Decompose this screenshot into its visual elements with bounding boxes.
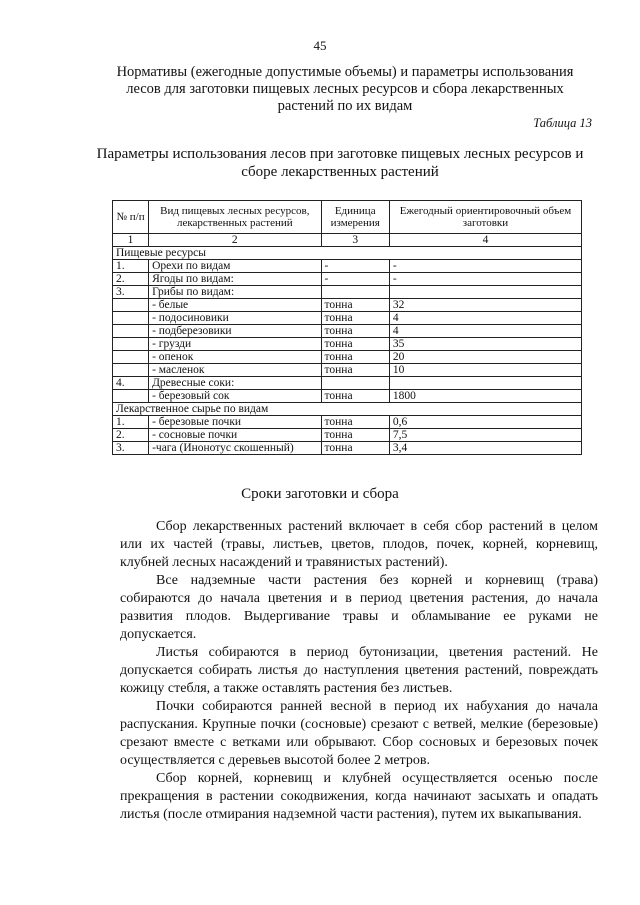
cell-unit: тонна (321, 351, 389, 364)
cell-vol: 4 (389, 325, 581, 338)
cell-unit: тонна (321, 312, 389, 325)
cell-unit: тонна (321, 416, 389, 429)
cell-unit: тонна (321, 338, 389, 351)
table-row (113, 260, 582, 273)
cell-unit (321, 286, 389, 299)
cell-n (113, 312, 149, 325)
cell-unit: тонна (321, 442, 389, 455)
cell-vol: 0,6 (389, 416, 581, 429)
section-row (113, 403, 582, 416)
cell-name: - подосиновики (149, 312, 321, 325)
header-cell: Вид пищевых лесных ресурсов, лекарственных растений (149, 201, 321, 234)
column-number: 2 (149, 234, 321, 247)
cell-unit (321, 377, 389, 390)
table-row (113, 351, 582, 364)
food-rows (113, 260, 582, 403)
cell-name: - березовые почки (149, 416, 321, 429)
table-row (113, 377, 582, 390)
cell-n (113, 351, 149, 364)
cell-unit: - (321, 273, 389, 286)
table-row (113, 273, 582, 286)
cell-name: Грибы по видам: (149, 286, 321, 299)
table-header-row (113, 201, 582, 234)
cell-vol: 1800 (389, 390, 581, 403)
table-row (113, 416, 582, 429)
column-number: 3 (321, 234, 389, 247)
section-food-label: Пищевые ресурсы (113, 247, 582, 260)
cell-n (113, 390, 149, 403)
resources-table (112, 200, 582, 455)
cell-n: 3. (113, 286, 149, 299)
cell-n (113, 338, 149, 351)
cell-vol: - (389, 273, 581, 286)
cell-vol: 20 (389, 351, 581, 364)
cell-unit: тонна (321, 390, 389, 403)
cell-name: Орехи по видам (149, 260, 321, 273)
cell-n (113, 364, 149, 377)
table-subheading: Параметры использования лесов при заготовке пищевых лесных ресурсов и сборе лекарственных растений (96, 146, 584, 180)
cell-vol: 3,4 (389, 442, 581, 455)
cell-vol: 32 (389, 299, 581, 312)
document-heading: Нормативы (ежегодные допустимые объемы) и параметры использования лесов для заготовки пищевых лесных ресурсов и сбора лекарственных растений по их видам (116, 64, 574, 114)
column-number: 4 (389, 234, 581, 247)
table-row (113, 390, 582, 403)
body-text (120, 518, 598, 824)
cell-name: - грузди (149, 338, 321, 351)
paragraph: Сбор корней, корневищ и клубней осуществляется осенью после прекращения в растении сокодвижения, когда начинают засыхать и опадать листья (после отмирания надземной части растения), путем их выкапывания. (120, 771, 598, 822)
cell-n: 2. (113, 429, 149, 442)
table-row (113, 429, 582, 442)
paragraph: Листья собираются в период бутонизации, цветения растений. Не допускается собирать листья до наступления цветения растений, повреждать кожицу стебля, а также оставлять растения без листьев. (120, 645, 598, 696)
header-cell: № п/п (113, 201, 149, 234)
cell-name: Древесные соки: (149, 377, 321, 390)
column-number: 1 (113, 234, 149, 247)
cell-vol (389, 286, 581, 299)
section-row (113, 247, 582, 260)
cell-name: - белые (149, 299, 321, 312)
cell-vol: 4 (389, 312, 581, 325)
cell-n (113, 299, 149, 312)
cell-n (113, 325, 149, 338)
column-number-row (113, 234, 582, 247)
table-label: Таблица 13 (533, 116, 592, 130)
cell-unit: тонна (321, 364, 389, 377)
cell-vol: 7,5 (389, 429, 581, 442)
cell-n: 1. (113, 416, 149, 429)
cell-name: Ягоды по видам: (149, 273, 321, 286)
cell-n: 4. (113, 377, 149, 390)
table-row (113, 286, 582, 299)
section-title: Сроки заготовки и сбора (241, 486, 399, 502)
paragraph: Все надземные части растения без корней и корневищ (трава) собираются до начала цветения и в период цветения растения, до начала развития плодов. Выдергивание травы и обламывание ее руками не допускается. (120, 573, 598, 642)
cell-name: - масленок (149, 364, 321, 377)
table-row (113, 364, 582, 377)
cell-vol (389, 377, 581, 390)
cell-unit: тонна (321, 429, 389, 442)
medicinal-rows (113, 416, 582, 455)
page-number: 45 (313, 38, 327, 53)
cell-n: 2. (113, 273, 149, 286)
table-row (113, 312, 582, 325)
cell-n: 1. (113, 260, 149, 273)
cell-unit: тонна (321, 299, 389, 312)
cell-name: - подберезовики (149, 325, 321, 338)
cell-n: 3. (113, 442, 149, 455)
cell-name: - березовый сок (149, 390, 321, 403)
paragraph: Сбор лекарственных растений включает в себя сбор растений в целом или их частей (травы, листьев, цветов, плодов, почек, корней, корневищ, клубней лесных насаждений и травянистых растений). (120, 519, 598, 570)
table-row (113, 299, 582, 312)
cell-vol: - (389, 260, 581, 273)
paragraph: Почки собираются ранней весной в период их набухания до начала распускания. Крупные почки (сосновые) срезают с ветвей, мелкие (березовые) срезают вместе с ветками или обрывают. Сбор сосновых и березовых почек осуществляется с деревьев высотой более 2 метров. (120, 699, 598, 768)
section-medicinal-label: Лекарственное сырье по видам (113, 403, 582, 416)
cell-unit: - (321, 260, 389, 273)
cell-unit: тонна (321, 325, 389, 338)
table-row (113, 325, 582, 338)
cell-vol: 35 (389, 338, 581, 351)
cell-name: - сосновые почки (149, 429, 321, 442)
cell-vol: 10 (389, 364, 581, 377)
table-row (113, 338, 582, 351)
header-cell: Единица измерения (321, 201, 389, 234)
header-cell: Ежегодный ориентировочный объем заготовки (389, 201, 581, 234)
cell-name: -чага (Инонотус скошенный) (149, 442, 321, 455)
table-row (113, 442, 582, 455)
cell-name: - опенок (149, 351, 321, 364)
